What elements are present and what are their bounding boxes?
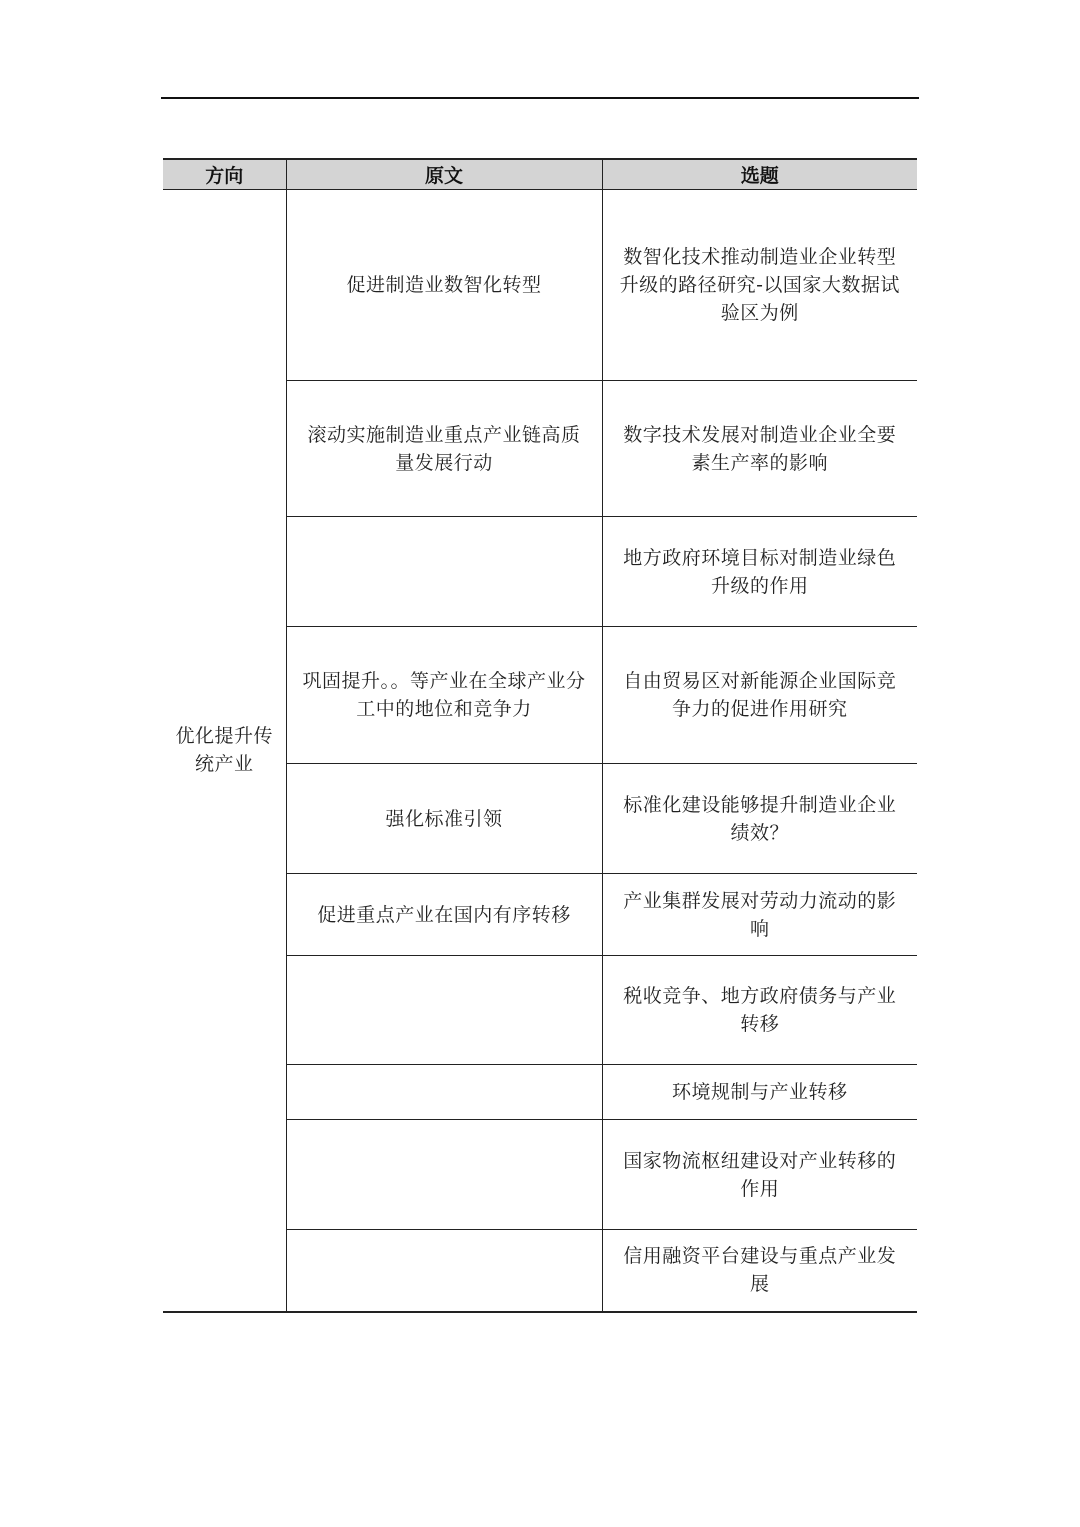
original-cell: 滚动实施制造业重点产业链高质量发展行动 [286,381,602,517]
original-cell: 强化标准引领 [286,764,602,874]
topic-cell: 税收竞争、地方政府债务与产业转移 [602,956,917,1065]
table-header-row [163,159,917,190]
original-cell [286,517,602,627]
original-cell [286,956,602,1065]
topic-cell: 自由贸易区对新能源企业国际竞争力的促进作用研究 [602,627,917,764]
original-cell [286,1230,602,1312]
header-direction: 方向 [163,159,286,190]
topic-cell: 数字技术发展对制造业企业全要素生产率的影响 [602,381,917,517]
table-row [163,190,917,381]
original-cell [286,1065,602,1120]
topic-cell: 数智化技术推动制造业企业转型升级的路径研究-以国家大数据试验区为例 [602,190,917,381]
topic-cell: 环境规制与产业转移 [602,1065,917,1120]
original-cell: 促进重点产业在国内有序转移 [286,874,602,956]
original-cell: 巩固提升。。等产业在全球产业分工中的地位和竞争力 [286,627,602,764]
header-topic: 选题 [602,159,917,190]
topic-cell: 标准化建设能够提升制造业企业绩效？ [602,764,917,874]
original-cell: 促进制造业数智化转型 [286,190,602,381]
original-cell [286,1120,602,1230]
header-original: 原文 [286,159,602,190]
direction-cell: 优化提升传统产业 [163,190,286,1312]
topic-cell: 地方政府环境目标对制造业绿色升级的作用 [602,517,917,627]
topic-cell: 产业集群发展对劳动力流动的影响 [602,874,917,956]
topic-cell: 信用融资平台建设与重点产业发展 [602,1230,917,1312]
top-rule [161,97,919,99]
topic-cell: 国家物流枢纽建设对产业转移的作用 [602,1120,917,1230]
topic-table [163,158,917,1313]
